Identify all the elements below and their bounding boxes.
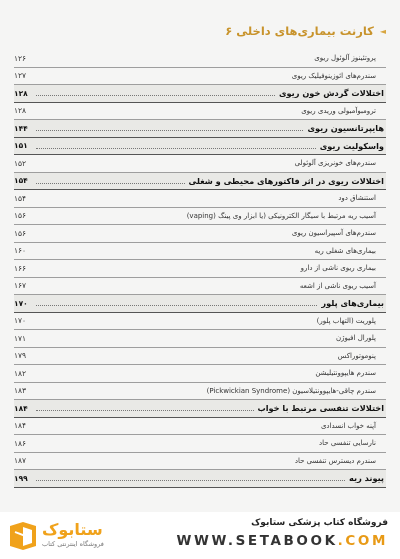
website-link[interactable] (176, 533, 388, 549)
toc-chapter-row (14, 173, 386, 191)
toc-entry-title: اختلالات تنفسی مرتبط با خواب (257, 403, 384, 414)
toc-entry-title: بیماری‌های شغلی ریه (314, 246, 376, 255)
toc-chapter-row (14, 138, 386, 156)
book-logo-icon (8, 522, 38, 550)
toc-page-number: ۱۵۶ (14, 211, 27, 221)
toc-entry-title: آسیب ریه مرتبط با سیگار الکترونیکی (یا ابزار وی پینگ (vaping) (186, 211, 376, 220)
toc-entry-row (14, 243, 386, 261)
dot-leader (36, 409, 254, 411)
toc-entry-row (14, 435, 386, 453)
footer-banner (0, 512, 400, 559)
dot-leader (36, 322, 313, 324)
toc-entry-row (14, 208, 386, 226)
dot-leader (36, 147, 316, 149)
toc-entry-title: پلورال افیوژن (335, 334, 376, 343)
toc-page-number: ۱۵۴ (14, 193, 27, 203)
toc-page-number: ۱۸۶ (14, 438, 27, 448)
toc-entry-title: هایپرتانسیون ریوی (307, 123, 384, 134)
page-title: کارنت بیماری‌های داخلی ۶ (225, 24, 374, 38)
toc-page-number: ۱۲۶ (14, 53, 27, 63)
toc-entry-title: سندرم‌های خونریزی آلوئولی (294, 159, 376, 168)
toc-entry-title: پروتئینوز آلوئول ریوی (314, 54, 376, 63)
dot-leader (36, 287, 296, 289)
toc-entry-title: سندرم هایپوونتیلیشن (315, 369, 376, 378)
toc-entry-row (14, 278, 386, 296)
logo-subtitle: فروشگاه اینترنتی کتاب (42, 540, 104, 548)
toc-entry-title: سندرم‌های ائوزینوفیلیک ریوی (291, 71, 376, 80)
toc-page-number: ۱۸۷ (14, 456, 27, 466)
toc-entry-row (14, 348, 386, 366)
toc-entry-title: نارسایی تنفسی حاد (319, 439, 376, 448)
toc-entry-row (14, 190, 386, 208)
toc-page-number: ۱۷۰ (14, 316, 27, 326)
toc-page-number: ۱۸۴ (14, 403, 28, 413)
toc-entry-title: آسیب ریوی ناشی از اشعه (299, 281, 376, 290)
toc-entry-title: پلوریت (التهاب پلور) (316, 316, 376, 325)
toc-entry-title: پیوند ریه (349, 473, 384, 484)
toc-entry-title: بیماری ریوی ناشی از دارو (300, 264, 376, 273)
toc-page-number: ۱۷۱ (14, 333, 27, 343)
dot-leader (36, 164, 291, 166)
website-domain: .COM (337, 533, 388, 549)
toc-chapter-row (14, 120, 386, 138)
dot-leader (36, 77, 288, 79)
toc-entry-row (14, 155, 386, 173)
dot-leader (36, 392, 203, 394)
header-marker-icon: ◄ (379, 26, 386, 36)
toc-entry-row (14, 453, 386, 471)
dot-leader (36, 59, 310, 61)
dot-leader (36, 444, 315, 446)
dot-leader (36, 112, 297, 114)
dot-leader (36, 462, 291, 464)
toc-entry-title: بیماری‌های پلور (321, 298, 384, 309)
toc-entry-row (14, 68, 386, 86)
toc-entry-title: استنشاق دود (338, 194, 376, 203)
table-of-contents (14, 50, 386, 488)
toc-entry-title: اختلالات گردش خون ریوی (279, 88, 384, 99)
toc-page-number: ۱۵۲ (14, 158, 27, 168)
page-header (14, 20, 386, 42)
toc-chapter-row (14, 295, 386, 313)
toc-chapter-row (14, 85, 386, 103)
dot-leader (36, 479, 345, 481)
toc-page-number: ۱۴۴ (14, 123, 28, 133)
toc-page-number: ۱۶۷ (14, 281, 27, 291)
toc-page-number: ۱۵۴ (14, 176, 28, 186)
dot-leader (36, 182, 185, 184)
toc-entry-title: آپنه خواب انسدادی (320, 421, 376, 430)
dot-leader (36, 304, 317, 306)
toc-entry-row (14, 260, 386, 278)
dot-leader (36, 339, 332, 341)
toc-page-number: ۱۲۸ (14, 106, 27, 116)
toc-entry-title: سندرم دیسترس تنفسی حاد (294, 456, 376, 465)
toc-page-number: ۱۶۶ (14, 263, 27, 273)
toc-entry-title: اختلالات ریوی در اثر فاکتورهای محیطی و شغلی (188, 175, 384, 186)
toc-page-number: ۱۷۰ (14, 298, 28, 308)
website-main: WWW.SETABOOK (176, 533, 338, 549)
toc-entry-row (14, 313, 386, 331)
dot-leader (36, 357, 334, 359)
toc-page-number: ۱۹۹ (14, 473, 28, 483)
dot-leader (36, 129, 303, 131)
toc-page-number: ۱۵۶ (14, 228, 27, 238)
toc-entry-row (14, 103, 386, 121)
dot-leader (36, 94, 275, 96)
toc-entry-row (14, 330, 386, 348)
toc-entry-row (14, 225, 386, 243)
toc-page-number: ۱۵۱ (14, 141, 28, 151)
toc-entry-row (14, 365, 386, 383)
toc-entry-title: واسکولیت ریوی (319, 140, 384, 151)
toc-entry-row (14, 418, 386, 436)
store-info (176, 518, 388, 549)
dot-leader (36, 374, 311, 376)
logo-name: ستابوک (42, 520, 103, 539)
dot-leader (36, 234, 288, 236)
toc-entry-title: پنوموتوراکس (337, 351, 376, 360)
toc-chapter-row (14, 470, 386, 488)
toc-page-number: ۱۶۰ (14, 246, 27, 256)
dot-leader (36, 427, 317, 429)
dot-leader (36, 252, 311, 254)
toc-chapter-row (14, 400, 386, 418)
toc-entry-row (14, 383, 386, 401)
dot-leader (36, 199, 334, 201)
toc-entry-title: ترومبوآمبولی وریدی ریوی (301, 106, 376, 115)
dot-leader (36, 217, 183, 219)
toc-page-number: ۱۸۴ (14, 421, 27, 431)
toc-entry-title: سندرم چاقی-هایپوونتیلاسیون (Pickwickian Syndrome) (206, 386, 376, 395)
toc-page-number: ۱۸۳ (14, 386, 27, 396)
toc-page-number: ۱۷۹ (14, 351, 27, 361)
toc-page-number: ۱۸۲ (14, 368, 27, 378)
store-name: فروشگاه کتاب پزشکی ستابوک (251, 518, 388, 528)
dot-leader (36, 269, 297, 271)
toc-page-number: ۱۲۸ (14, 88, 28, 98)
toc-entry-row (14, 50, 386, 68)
toc-page-number: ۱۲۷ (14, 71, 27, 81)
setabook-logo[interactable] (8, 518, 128, 554)
toc-entry-title: سندرم‌های آسپیراسیون ریوی (291, 229, 376, 238)
